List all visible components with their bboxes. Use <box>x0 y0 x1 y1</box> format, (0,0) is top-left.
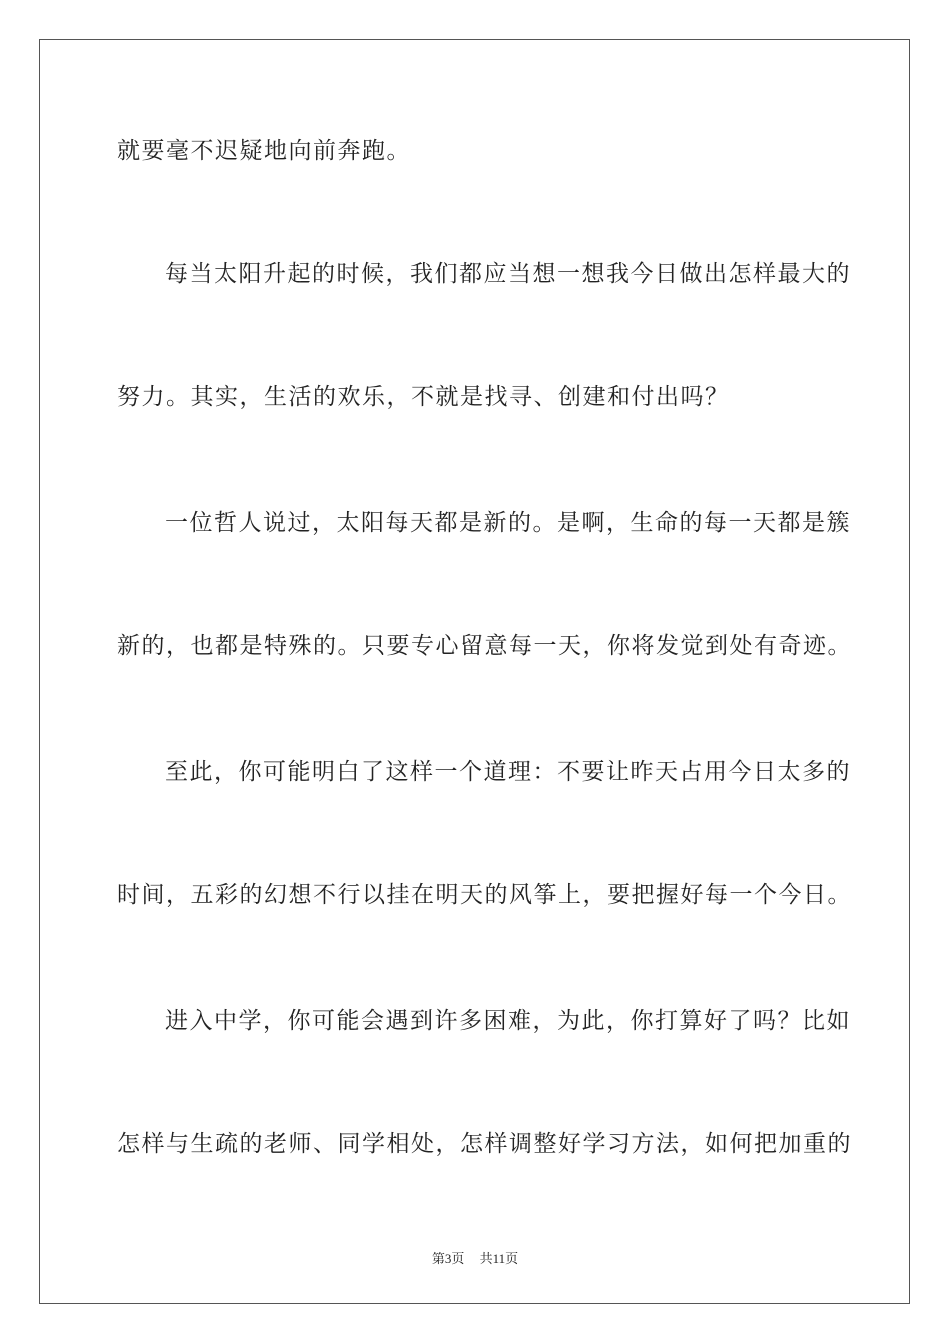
text-line: 新的，也都是特殊的。只要专心留意每一天，你将发觉到处有奇迹。 <box>117 633 852 659</box>
text-line: 时间，五彩的幻想不行以挂在明天的风筝上，要把握好每一个今日。 <box>117 882 852 908</box>
text-line: 一位哲人说过，太阳每天都是新的。是啊，生命的每一天都是簇 <box>165 510 851 536</box>
page-frame <box>39 39 910 1304</box>
page-total: 共11页 <box>479 1251 519 1266</box>
text-line: 至此，你可能明白了这样一个道理：不要让昨天占用今日太多的 <box>165 759 851 785</box>
text-line: 努力。其实，生活的欢乐，不就是找寻、创建和付出吗？ <box>117 384 730 410</box>
page-footer <box>0 1248 950 1267</box>
text-line: 进入中学，你可能会遇到许多困难，为此，你打算好了吗？比如 <box>165 1008 851 1034</box>
text-line: 就要毫不迟疑地向前奔跑。 <box>117 138 411 164</box>
text-line: 每当太阳升起的时候，我们都应当想一想我今日做出怎样最大的 <box>165 261 851 287</box>
text-line: 怎样与生疏的老师、同学相处，怎样调整好学习方法，如何把加重的 <box>117 1131 852 1157</box>
page-number: 第3页 <box>431 1251 465 1266</box>
